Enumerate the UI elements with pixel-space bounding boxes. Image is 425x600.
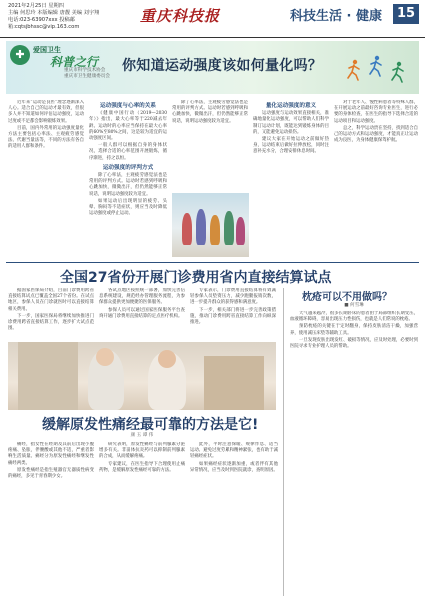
hero-banner [6,41,419,94]
women-photo [8,342,276,410]
article-2-col-1: 据国家医保局介绍，目前门诊费用跨省直接结算试点已覆盖全国27个省份。在试点地区，参保人员在门诊就医时可以直接结算相关费用。 下一步，国家医保局将继续加快推进门诊费用跨省直接结算工作，逐步扩大试点范围。 [8,288,94,332]
article-2-col-3: 专家表示，门诊费用直接结算将有效减轻参保人员垫资压力，减少跑腿报销次数，进一步提升群众的获得感和满意度。 下一步，相关部门将进一步完善政策措施，推动门诊费用跨省直接结算工作向纵深推进。 [190,288,276,326]
runner-icon [390,61,406,83]
paper-name: 重庆科技报 [140,7,221,25]
hero-org: 重庆市科学技术协会 重庆市卫生健康委员会 [64,68,110,79]
article-1-col-3: 除了心率法，主观疲劳感觉法也是常用的评判方式。运动时若感到呼吸和心跳加快，微微出汗，但仍然能够正常说话，说明运动强度较为适宜。 [172,100,248,124]
masthead-date: 2021年2月25日 星期四 [8,3,64,9]
masthead-contact: 电话:023-63907xxx 投稿邮箱:cqtsjbhssc@vip.163.com [8,17,80,30]
article-1-col-5: 对于老年人、慢性病患者等特殊人群，在开展运动之前最好咨询专业医生，进行必要的身体检查，在医生的指导下选择合适的运动项目和运动强度。 总之，科学运动贵在坚持，找到适合自己的运动方式和运动强度，才能真正让运动成为良医，为身体健康保驾护航。 [334,100,418,144]
health-logo-icon: ✚ [10,45,30,65]
article-1-col-1: 近年来“运动是良医”理念逐渐深入人心。适合自己的运动才最有效，但很多人并不知道如何评估运动强度，运动过度或不足都会影响锻炼效果。 目前，国内外常用的运动强度量化方法主要包括心率法、主观疲劳感觉法、代谢当量法等，不同的方法有各自的适用人群和条件。 [8,100,84,150]
article-4-body: 天气越来越冷，很多长期卧床的患者由于局部组织长期受压，血液循环障碍，容易出现压力性损伤，也就是人们常说的枕疮。 预防枕疮的关键在于定时翻身，保持皮肤清洁干燥，加强营养，使用减压床垫等辅助工具。 一旦发现皮肤出现发红、破损等情况，应及时处理，必要时到医院寻求专业护理人员的帮助。 [290,311,418,350]
runner-icon [368,55,384,77]
article-3-col-3: 此外，平时注意保暖、规律作息、适当运动、避免过度劳累和精神紧张，也有助于减轻痛经症状。 如果痛经症状逐渐加重，或者伴有其他异常情况，应当及时到医院就诊，查明原因。 [190,442,278,473]
article-1-col-2: 运动强度与心率的关系 《健康中国行动（2019—2030年）》指出，最大心率等于220减去年龄。运动时的心率应当保持在最大心率的60%至80%之间，这是较为适宜的运动强度区间。 一般人群可以根据自身的身体状况，选择合适的心率范围开展锻炼，循序渐进，持之以恒。 运动强度的评判方式 除了心率法，主观疲劳感觉法也是常用的评判方式。运动时若感到呼吸和心跳加快，微微出汗，但仍然能够正常说话，说明运动强度较为适宜。 如果运动后出现明显的疲劳、头晕、胸闷等不适症状，则应当及时降低运动强度或停止运动。 [89,103,167,217]
article-1-subhead-1: 运动强度与心率的关系 [100,103,156,109]
section-title: 科技生活 · 健康 [290,9,382,24]
article-4-title: 枕疮可以不用做吗？ [302,292,392,303]
hero-title: 你知道运动强度该如何量化吗？ [122,58,323,74]
article-3-byline: 颜 玉 谭 伟 [130,433,154,438]
divider [6,262,419,263]
article-3-title: 缓解原发性痛经最可靠的方法是它! [42,417,259,433]
article-4-byline: ■ 何雪琳 [344,303,364,308]
dance-photo [172,193,249,257]
article-3-col-1: 痛经，指女性在经期及其前后出现小腹疼痛、坠胀，伴腰酸或其他不适，严重者影响生活质量。痛经分为原发性痛经和继发性痛经两类。 原发性痛经是指生殖器官无器质性病变的痛经，多见于青春期少女。 [8,442,94,480]
hero-brand: 爱国卫生 [33,46,61,54]
article-2-col-2: 各试点地区按照统一部署，加快完善信息系统建设，规范经办管理服务流程，为参保群众提供更加便捷的医保服务。 参保人员可以通过国家医保服务平台查询开通门诊费用直接结算的定点医疗机构。 [99,288,185,319]
divider [283,288,284,596]
masthead [0,0,425,38]
masthead-editor: 主编 何思玲 本版编辑 唐靓 美编 刘宇翔 [8,10,100,16]
article-2-title: 全国27省份开展门诊费用省内直接结算试点 [60,270,332,286]
masthead-info [8,3,128,31]
hero-slogan: 科普之行 [50,55,99,69]
article-1-subhead-3: 量化运动强度的意义 [265,103,317,109]
article-1-subhead-2: 运动强度的评判方式 [102,164,154,171]
page-number: 15 [393,4,419,24]
runner-icon [346,59,362,81]
article-1-col-4: 量化运动强度的意义 运动强度与运动效果直接相关，准确地量化运动强度，可以帮助人们科学制订运动计划，既能达到锻炼身体的目的，又能避免运动损伤。 建议大家在开始运动之前做好热身，运动结束后做好拉伸放松，同时注意补充水分，合理安排休息时间。 [253,103,329,155]
article-3-col-2: 研究表明，原发性痛经与前列腺素分泌增多有关。非甾体抗炎药可以抑制前列腺素的合成，从而缓解疼痛。 专家建议，在医生指导下合理使用止痛药物，是缓解原发性痛经可靠的方法。 [99,442,185,473]
